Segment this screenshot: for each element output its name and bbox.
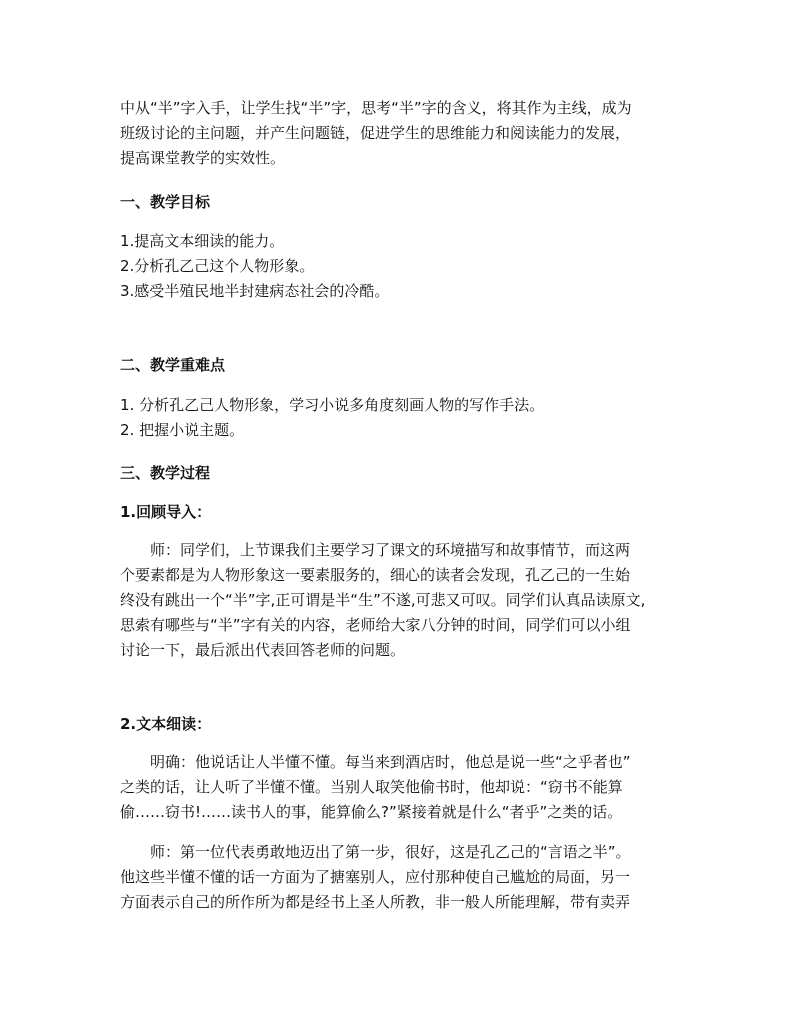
list-item: 1.提高文本细读的能力。 — [120, 232, 285, 250]
section-heading-process: 三、教学过程 — [120, 464, 211, 482]
list-item: 1. 分析孔乙己人物形象，学习小说多角度刻画人物的写作手法。 — [120, 396, 545, 414]
text-line: 师：第一位代表勇敢地迈出了第一步，很好，这是孔乙己的“言语之半”。 — [150, 843, 631, 861]
section-heading-objectives: 一、教学目标 — [120, 193, 211, 211]
text-line: 个要素都是为人物形象这一要素服务的，细心的读者会发现，孔乙己的一生始 — [120, 566, 631, 584]
text-line: 中从“半”字入手，让学生找“半”字，思考“半”字的含义，将其作为主线，成为 — [120, 99, 632, 117]
text-line: 明确：他说话让人半懂不懂。每当来到酒店时，他总是说一些“之乎者也” — [150, 753, 631, 771]
text-line: 偷……窃书!……读书人的事，能算偷么?”紧接着就是什么“者乎”之类的话。 — [120, 803, 623, 821]
subsection-heading-review: 1.回顾导入： — [120, 503, 212, 521]
review-paragraph — [120, 538, 680, 663]
text-line: 方面表示自己的所作所为都是经书上圣人所教，非一般人所能理解，带有卖弄 — [120, 893, 631, 911]
text-line: 讨论一下，最后派出代表回答老师的问题。 — [120, 641, 406, 659]
intro-paragraph — [120, 96, 680, 171]
answer-paragraph — [120, 750, 680, 825]
objectives-list — [120, 229, 680, 304]
subsection-heading-close-reading: 2.文本细读： — [120, 715, 212, 733]
key-points-list — [120, 393, 680, 443]
list-item: 2.分析孔乙己这个人物形象。 — [120, 257, 315, 275]
section-heading-key-points: 二、教学重难点 — [120, 356, 226, 374]
teacher-paragraph — [120, 840, 680, 915]
text-line: 他这些半懂不懂的话一方面为了搪塞别人，应付那种使自己尴尬的局面，另一 — [120, 868, 631, 886]
text-line: 班级讨论的主问题，并产生问题链，促进学生的思维能力和阅读能力的发展， — [120, 124, 631, 142]
text-line: 思索有哪些与“半”字有关的内容，老师给大家八分钟的时间，同学们可以小组 — [120, 616, 631, 634]
list-item: 3.感受半殖民地半封建病态社会的冷酷。 — [120, 282, 390, 300]
text-line: 师：同学们，上节课我们主要学习了课文的环境描写和故事情节，而这两 — [150, 541, 631, 559]
text-line: 终没有跳出一个“半”字,正可谓是半“生”不遂,可悲又可叹。同学们认真品读原文, — [120, 591, 646, 609]
text-line: 之类的话，让人听了半懂不懂。当别人取笑他偷书时，他却说：“窃书不能算 — [120, 778, 623, 796]
text-line: 提高课堂教学的实效性。 — [120, 149, 286, 167]
list-item: 2. 把握小说主题。 — [120, 421, 245, 439]
